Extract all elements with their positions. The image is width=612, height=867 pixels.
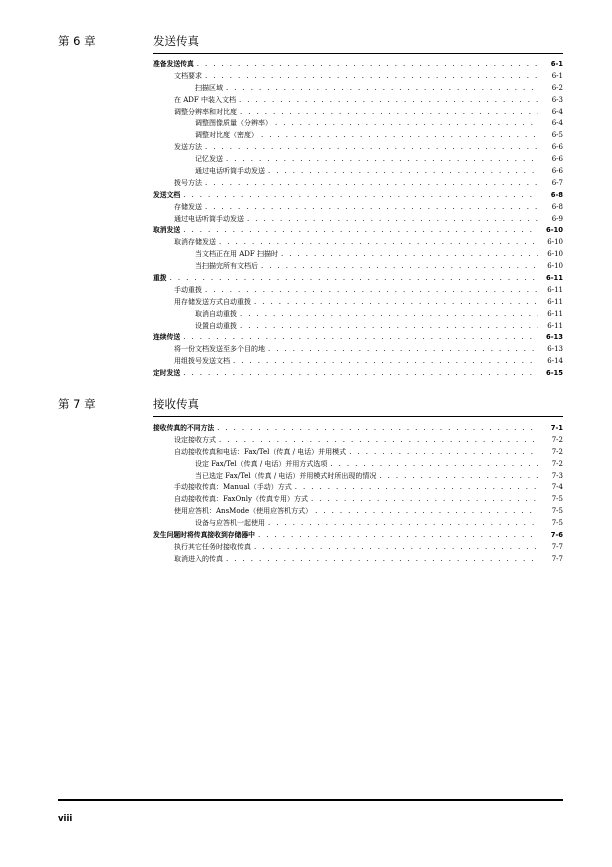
toc-entry-title: 记忆发送: [195, 155, 223, 164]
toc-entry[interactable]: [153, 285, 563, 297]
toc-entry-page: 6-8: [551, 202, 563, 211]
toc-entry-title: 设置自动重拨: [195, 321, 237, 330]
dot-leader: [240, 321, 538, 333]
dot-leader: [295, 482, 538, 494]
toc-entry-page: 6-1: [551, 71, 563, 80]
chapter-7-rule: [153, 416, 563, 417]
dot-leader: [217, 423, 538, 435]
toc-entry-title: 自动接收传真：FaxOnly（传真专用）方式: [174, 495, 308, 504]
dot-leader: [226, 154, 538, 166]
toc-entry-page: 6-15: [545, 369, 563, 378]
dot-leader: [268, 518, 538, 530]
dot-leader: [226, 554, 538, 566]
dot-leader: [197, 59, 538, 71]
toc-entry-page: 6-14: [547, 357, 563, 366]
dot-leader: [315, 506, 538, 518]
toc-entry-page: 6-9: [551, 214, 563, 223]
toc-entry-title: 发送文档: [153, 190, 181, 199]
toc-entry[interactable]: [153, 482, 563, 494]
toc-entry[interactable]: [153, 202, 563, 214]
toc-entry-title: 重拨: [153, 274, 167, 283]
toc-entry[interactable]: [153, 423, 563, 435]
toc-entry[interactable]: [153, 237, 563, 249]
toc-entry-page: 6-6: [551, 143, 563, 152]
dot-leader: [205, 178, 538, 190]
footer-rule: [58, 799, 563, 801]
toc-entry[interactable]: [153, 154, 563, 166]
dot-leader: [183, 225, 538, 237]
toc-entry[interactable]: [153, 190, 563, 202]
dot-leader: [219, 435, 538, 447]
toc-entry-page: 6-11: [547, 321, 563, 330]
toc-entry[interactable]: [153, 225, 563, 237]
dot-leader: [258, 530, 538, 542]
toc-entry[interactable]: [153, 71, 563, 83]
toc-entry[interactable]: [153, 471, 563, 483]
toc-entry-title: 用存储发送方式自动重拨: [174, 297, 251, 306]
toc-entry-title: 存储发送: [174, 202, 202, 211]
dot-leader: [275, 118, 538, 130]
toc-entry-title: 设定接收方式: [174, 435, 216, 444]
toc-entry-title: 通过电话听筒手动发送: [174, 214, 244, 223]
toc-entry-page: 6-6: [551, 167, 563, 176]
toc-entry-page: 6-6: [551, 155, 563, 164]
toc-entry-title: 使用应答机：AnsMode（使用应答机方式）: [174, 507, 313, 516]
toc-entry-page: 7-3: [551, 471, 563, 480]
toc-entry-page: 7-6: [550, 531, 563, 540]
chapter-6-label: 第 6 章: [58, 34, 96, 48]
chapter-6-title: 发送传真: [153, 34, 199, 48]
toc-entry[interactable]: [153, 447, 563, 459]
toc-entry-title: 取消发送: [153, 226, 181, 235]
dot-leader: [205, 202, 538, 214]
toc-entry-page: 7-2: [551, 459, 563, 468]
dot-leader: [261, 130, 538, 142]
dot-leader: [240, 107, 538, 119]
toc-entry[interactable]: [153, 321, 563, 333]
toc-entry-title: 调整图像质量（分辨率）: [195, 119, 272, 128]
dot-leader: [261, 261, 538, 273]
toc-entry-page: 6-4: [551, 107, 563, 116]
toc-entry-page: 6-11: [547, 309, 563, 318]
toc-entry[interactable]: [153, 459, 563, 471]
toc-entry-title: 当扫描完所有文档后: [195, 262, 258, 271]
dot-leader: [205, 142, 538, 154]
toc-entry[interactable]: [153, 435, 563, 447]
toc-entry[interactable]: [153, 166, 563, 178]
toc-entry[interactable]: [153, 95, 563, 107]
toc-entry-page: 6-10: [547, 238, 563, 247]
toc-entry-page: 6-11: [547, 297, 563, 306]
toc-entry[interactable]: [153, 273, 563, 285]
chapter-6: [58, 33, 563, 378]
toc-entry[interactable]: [153, 214, 563, 226]
chapter-6-heading: [58, 33, 563, 53]
toc-entry-title: 取消进入的传真: [174, 554, 223, 563]
toc-entry-title: 接收传真的不同方法: [153, 424, 215, 432]
toc-entry-title: 当已选定 Fax/Tel（传真 / 电话）并用模式时所出现的情况: [195, 471, 377, 480]
toc-entry-title: 手动重拨: [174, 285, 202, 294]
toc-entry-title: 扫描区域: [195, 83, 223, 92]
dot-leader: [170, 273, 538, 285]
toc-entry-title: 调整分辨率和对比度: [174, 107, 237, 116]
toc-entry[interactable]: [153, 249, 563, 261]
toc-entry[interactable]: [153, 83, 563, 95]
dot-leader: [379, 471, 538, 483]
dot-leader: [205, 285, 538, 297]
toc-entry-title: 手动接收传真：Manual（手动）方式: [174, 483, 292, 492]
toc-entry-page: 7-7: [551, 554, 563, 563]
dot-leader: [226, 83, 538, 95]
dot-leader: [349, 447, 538, 459]
toc-entry-page: 6-8: [550, 190, 563, 199]
toc-entry[interactable]: [153, 178, 563, 190]
toc-entry[interactable]: [153, 297, 563, 309]
toc-entry-title: 取消存储发送: [174, 238, 216, 247]
toc-entry-page: 6-11: [547, 285, 563, 294]
chapter-7: [58, 396, 563, 563]
dot-leader: [268, 166, 538, 178]
toc-entry[interactable]: [153, 107, 563, 119]
chapter-7-heading: [58, 396, 563, 416]
toc-entry-title: 发生问题时将传真接收到存储器中: [153, 531, 255, 540]
toc-entry-page: 6-13: [547, 345, 563, 354]
dot-leader: [254, 297, 538, 309]
toc-entry[interactable]: [153, 368, 563, 380]
toc-entry-title: 自动接收传真和电话：Fax/Tel（传真 / 电话）并用模式: [174, 447, 347, 456]
dot-leader: [268, 344, 538, 356]
toc-entry-page: 6-10: [545, 226, 563, 235]
dot-leader: [239, 95, 538, 107]
dot-leader: [233, 356, 538, 368]
toc-entry-page: 6-2: [551, 83, 563, 92]
toc-entry-page: 6-3: [551, 95, 563, 104]
toc-entry[interactable]: [153, 130, 563, 142]
toc-entry-title: 将一份文档发送至多个目的地: [174, 345, 265, 354]
toc-entry-page: 7-2: [551, 435, 563, 444]
toc-entry-page: 7-5: [551, 507, 563, 516]
toc-entry-page: 6-10: [547, 250, 563, 259]
toc-entry-page: 6-13: [545, 333, 563, 342]
toc-entry-page: 7-4: [551, 483, 563, 492]
toc-entry[interactable]: [153, 494, 563, 506]
dot-leader: [311, 494, 538, 506]
toc-entry-title: 设定 Fax/Tel（传真 / 电话）并用方式选项: [195, 459, 328, 468]
toc-entry[interactable]: [153, 530, 563, 542]
toc-entry-title: 文档要求: [174, 71, 202, 80]
toc-entry-title: 执行其它任务时接收传真: [174, 542, 251, 551]
dot-leader: [240, 309, 538, 321]
toc-entry-page: 6-10: [547, 262, 563, 271]
toc-entry-page: 7-5: [551, 519, 563, 528]
toc-entry[interactable]: [153, 59, 563, 71]
toc-entry-title: 用组拨号发送文档: [174, 357, 230, 366]
toc-entry-title: 发送方法: [174, 143, 202, 152]
chapter-7-title: 接收传真: [153, 397, 199, 411]
dot-leader: [183, 190, 538, 202]
toc-entry-page: 6-7: [551, 178, 563, 187]
toc-entry-title: 当文档正在用 ADF 扫描时: [195, 250, 278, 259]
toc-entry-title: 定时发送: [153, 369, 181, 378]
toc-entry[interactable]: [153, 118, 563, 130]
toc-entry-page: 6-4: [551, 119, 563, 128]
toc-entry-title: 在 ADF 中装入文档: [174, 95, 236, 104]
toc-entry-title: 设备与应答机一起使用: [195, 519, 265, 528]
toc-entry-page: 6-5: [551, 131, 563, 140]
toc-entry-page: 7-5: [551, 495, 563, 504]
dot-leader: [183, 332, 538, 344]
toc-entry[interactable]: [153, 554, 563, 566]
toc-entry[interactable]: [153, 261, 563, 273]
chapter-7-toc: [153, 423, 563, 566]
dot-leader: [330, 459, 538, 471]
toc-entry[interactable]: [153, 344, 563, 356]
page-number: viii: [58, 814, 73, 824]
toc-entry[interactable]: [153, 332, 563, 344]
toc-entry[interactable]: [153, 142, 563, 154]
dot-leader: [219, 237, 538, 249]
chapter-6-rule: [153, 53, 563, 54]
toc-entry-title: 连续传送: [153, 333, 181, 342]
chapter-6-toc: [153, 59, 563, 380]
toc-entry-title: 通过电话听筒手动发送: [195, 167, 265, 176]
toc-entry-page: 6-11: [545, 274, 563, 283]
toc-entry[interactable]: [153, 542, 563, 554]
toc-entry-page: 7-7: [551, 542, 563, 551]
chapter-7-label: 第 7 章: [58, 397, 96, 411]
toc-entry[interactable]: [153, 518, 563, 530]
dot-leader: [183, 368, 538, 380]
toc-entry-title: 拨号方法: [174, 178, 202, 187]
toc-entry[interactable]: [153, 309, 563, 321]
toc-entry-page: 6-1: [550, 60, 563, 68]
toc-entry-title: 取消自动重拨: [195, 309, 237, 318]
toc-entry-page: 7-2: [551, 447, 563, 456]
dot-leader: [205, 71, 538, 83]
toc-entry-title: 准备发送传真: [153, 60, 194, 68]
toc-entry-page: 7-1: [550, 424, 563, 432]
dot-leader: [281, 249, 538, 261]
dot-leader: [254, 542, 538, 554]
dot-leader: [247, 214, 538, 226]
toc-entry[interactable]: [153, 506, 563, 518]
toc-entry[interactable]: [153, 356, 563, 368]
toc-entry-title: 调整对比度（密度）: [195, 131, 258, 140]
